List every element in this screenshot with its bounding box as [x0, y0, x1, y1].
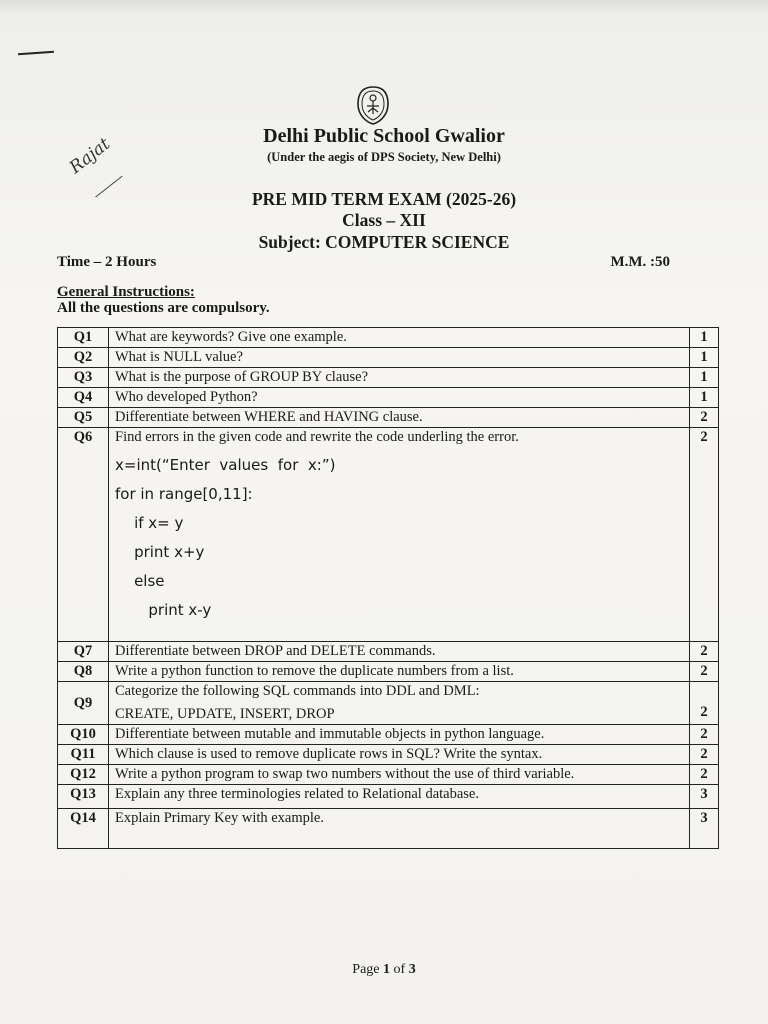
- question-marks: 2: [690, 662, 719, 682]
- handwritten-signature: Rajat: [65, 134, 115, 178]
- table-row: [58, 642, 719, 662]
- question-text: What is NULL value?: [109, 348, 690, 368]
- instructions-text: All the questions are compulsory.: [57, 300, 270, 316]
- question-number: Q10: [58, 725, 109, 745]
- question-subtext: CREATE, UPDATE, INSERT, DROP: [115, 706, 335, 722]
- footer-of: of: [393, 962, 406, 977]
- instructions-heading-text: General Instructions: [57, 284, 190, 300]
- question-number: Q2: [58, 348, 109, 368]
- question-text: Differentiate between mutable and immutable objects in python language.: [109, 725, 690, 745]
- subject-line: Subject: COMPUTER SCIENCE: [258, 232, 510, 252]
- instructions-heading: General Instructions:: [57, 284, 195, 300]
- question-number: Q5: [58, 408, 109, 428]
- footer-total-pages: 3: [408, 962, 416, 977]
- question-text: Differentiate between DROP and DELETE commands.: [109, 642, 690, 662]
- question-cell: [109, 428, 690, 642]
- question-marks: 2: [690, 765, 719, 785]
- code-line: x=int(“Enter values for x:”): [115, 456, 336, 474]
- question-text: Explain Primary Key with example.: [109, 809, 690, 849]
- school-subtitle: (Under the aegis of DPS Society, New Delhi): [267, 150, 501, 164]
- footer-page-number: 1: [383, 962, 391, 977]
- question-text: What are keywords? Give one example.: [109, 328, 690, 348]
- table-row: [58, 388, 719, 408]
- question-text: Categorize the following SQL commands into DDL and DML:: [115, 683, 480, 699]
- question-marks: 1: [690, 368, 719, 388]
- code-snippet: [115, 451, 683, 625]
- table-row: [58, 662, 719, 682]
- footer-prefix: Page: [352, 962, 380, 977]
- question-text: Write a python function to remove the duplicate numbers from a list.: [109, 662, 690, 682]
- question-text: Explain any three terminologies related to Relational database.: [109, 785, 690, 809]
- table-row: [58, 682, 719, 725]
- questions-table: [57, 327, 719, 849]
- table-row: [58, 408, 719, 428]
- question-text: Write a python program to swap two numbers without the use of third variable.: [109, 765, 690, 785]
- table-row: [58, 368, 719, 388]
- question-marks: 2: [690, 642, 719, 662]
- school-name: Delhi Public School Gwalior: [263, 125, 505, 147]
- code-line: if x= y: [115, 514, 184, 532]
- question-text: Which clause is used to remove duplicate rows in SQL? Write the syntax.: [109, 745, 690, 765]
- table-row: [58, 725, 719, 745]
- pen-mark: [18, 51, 54, 56]
- page-top-edge: [0, 0, 768, 14]
- exam-title: PRE MID TERM EXAM (2025-26): [251, 189, 517, 209]
- question-text: Find errors in the given code and rewrite the code underling the error.: [115, 429, 519, 445]
- question-number: Q7: [58, 642, 109, 662]
- question-number: Q3: [58, 368, 109, 388]
- class-line: Class – XII: [342, 210, 426, 230]
- question-marks: 3: [690, 785, 719, 809]
- question-marks: 2: [690, 428, 719, 642]
- question-marks: 2: [690, 745, 719, 765]
- question-marks: 2: [690, 725, 719, 745]
- question-number: Q14: [58, 809, 109, 849]
- question-marks: 1: [690, 348, 719, 368]
- max-marks: M.M. :50: [610, 254, 670, 270]
- table-row: [58, 785, 719, 809]
- code-line: print x+y: [115, 543, 205, 561]
- code-line: for in range[0,11]:: [115, 485, 253, 503]
- question-marks: 1: [690, 388, 719, 408]
- question-text: What is the purpose of GROUP BY clause?: [109, 368, 690, 388]
- question-number: Q1: [58, 328, 109, 348]
- question-marks: 1: [690, 328, 719, 348]
- school-logo-icon: [352, 84, 394, 126]
- question-number: Q13: [58, 785, 109, 809]
- table-row: [58, 348, 719, 368]
- question-text: Differentiate between WHERE and HAVING clause.: [109, 408, 690, 428]
- table-row: [58, 328, 719, 348]
- exam-time: Time – 2 Hours: [57, 254, 157, 270]
- table-row: [58, 809, 719, 849]
- question-number: Q9: [58, 682, 109, 725]
- question-number: Q4: [58, 388, 109, 408]
- question-number: Q12: [58, 765, 109, 785]
- table-row: [58, 765, 719, 785]
- question-cell: [109, 682, 690, 725]
- code-line: else: [115, 572, 165, 590]
- question-number: Q11: [58, 745, 109, 765]
- table-row: [58, 428, 719, 642]
- question-marks: 2: [690, 408, 719, 428]
- question-text: Who developed Python?: [109, 388, 690, 408]
- table-row: [58, 745, 719, 765]
- question-number: Q6: [58, 428, 109, 642]
- page-footer: [0, 962, 768, 978]
- question-number: Q8: [58, 662, 109, 682]
- question-marks: 3: [690, 809, 719, 849]
- question-marks: 2: [690, 682, 719, 725]
- code-line: print x-y: [115, 601, 212, 619]
